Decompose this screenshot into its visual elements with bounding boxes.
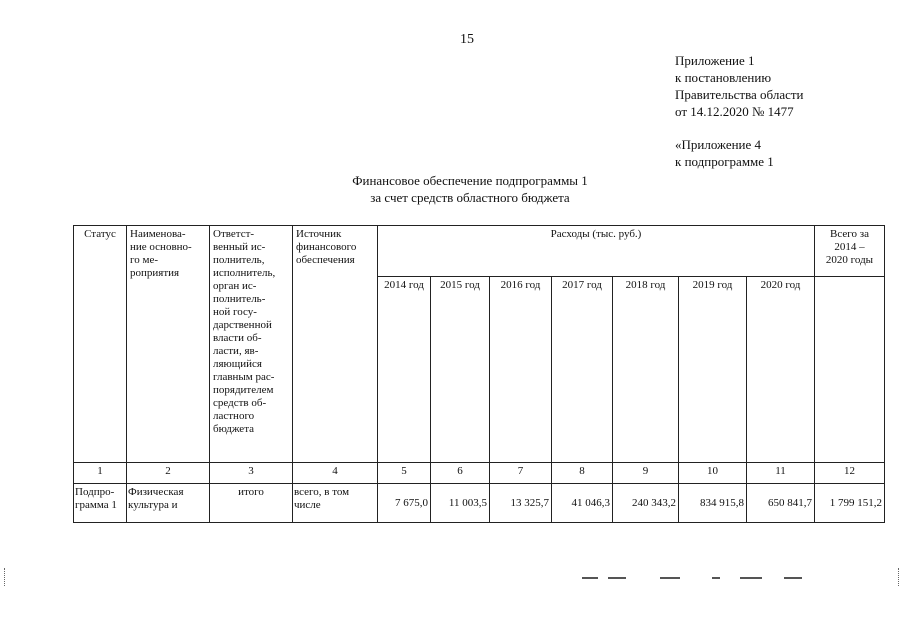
value-total: 1 799 151,2 <box>815 484 885 523</box>
header-expenses: Расходы (тыс. руб.) <box>378 226 815 277</box>
value-2017: 41 046,3 <box>552 484 613 523</box>
header-total: Всего за 2014 – 2020 годы <box>815 226 885 277</box>
column-numbers-row <box>74 463 885 484</box>
column-number: 3 <box>210 463 293 484</box>
scan-artifact <box>660 577 680 579</box>
appendix-line: к подпрограмме 1 <box>675 154 774 169</box>
value-2018: 240 343,2 <box>613 484 679 523</box>
year-2016: 2016 год <box>490 277 552 463</box>
column-number: 6 <box>431 463 490 484</box>
empty-cell <box>815 277 885 463</box>
column-number: 2 <box>127 463 210 484</box>
scan-edge-mark <box>898 568 900 586</box>
row-name: Физическая культура и <box>127 484 210 523</box>
table-row <box>74 484 885 523</box>
page-number: 15 <box>460 32 474 47</box>
row-status: Подпро- грамма 1 <box>74 484 127 523</box>
value-2019: 834 915,8 <box>679 484 747 523</box>
column-number: 10 <box>679 463 747 484</box>
header-name: Наименова- ние основно- го ме- роприятия <box>127 226 210 463</box>
appendix-line: Правительства области <box>675 87 804 102</box>
year-2015: 2015 год <box>431 277 490 463</box>
appendix-line: «Приложение 4 <box>675 137 762 152</box>
year-2018: 2018 год <box>613 277 679 463</box>
value-2015: 11 003,5 <box>431 484 490 523</box>
row-executor: итого <box>210 484 293 523</box>
year-2019: 2019 год <box>679 277 747 463</box>
scan-artifact <box>712 577 720 579</box>
document-subtitle: за счет средств областного бюджета <box>370 190 570 205</box>
header-row <box>74 226 885 277</box>
scan-artifact <box>740 577 762 579</box>
value-2014: 7 675,0 <box>378 484 431 523</box>
column-number: 7 <box>490 463 552 484</box>
column-number: 5 <box>378 463 431 484</box>
appendix-line: Приложение 1 <box>675 53 755 68</box>
scan-artifact <box>784 577 802 579</box>
header-source: Источник финансового обеспечения <box>293 226 378 463</box>
year-2014: 2014 год <box>378 277 431 463</box>
financing-table <box>73 225 885 523</box>
column-number: 11 <box>747 463 815 484</box>
scan-edge-mark <box>4 568 6 586</box>
header-label: Статус <box>84 228 116 240</box>
appendix-line: к постановлению <box>675 70 772 85</box>
appendix-header <box>675 52 804 170</box>
column-number: 9 <box>613 463 679 484</box>
scan-artifact <box>582 577 598 579</box>
header-executor: Ответст- венный ис- полнитель, исполнитель, орган ис- полнитель- ной госу- дарственной власти об- ласти, яв- ляющийся главным рас- порядителем средств об- ластного бюджета <box>210 226 293 463</box>
scan-artifact <box>608 577 626 579</box>
value-2020: 650 841,7 <box>747 484 815 523</box>
row-source: всего, в том числе <box>293 484 378 523</box>
year-2017: 2017 год <box>552 277 613 463</box>
header-status <box>74 226 127 463</box>
spacer <box>675 120 804 136</box>
year-2020: 2020 год <box>747 277 815 463</box>
appendix-line: от 14.12.2020 № 1477 <box>675 104 794 119</box>
value-2016: 13 325,7 <box>490 484 552 523</box>
document-title: Финансовое обеспечение подпрограммы 1 <box>352 173 588 188</box>
column-number: 4 <box>293 463 378 484</box>
column-number: 12 <box>815 463 885 484</box>
column-number: 8 <box>552 463 613 484</box>
column-number: 1 <box>74 463 127 484</box>
